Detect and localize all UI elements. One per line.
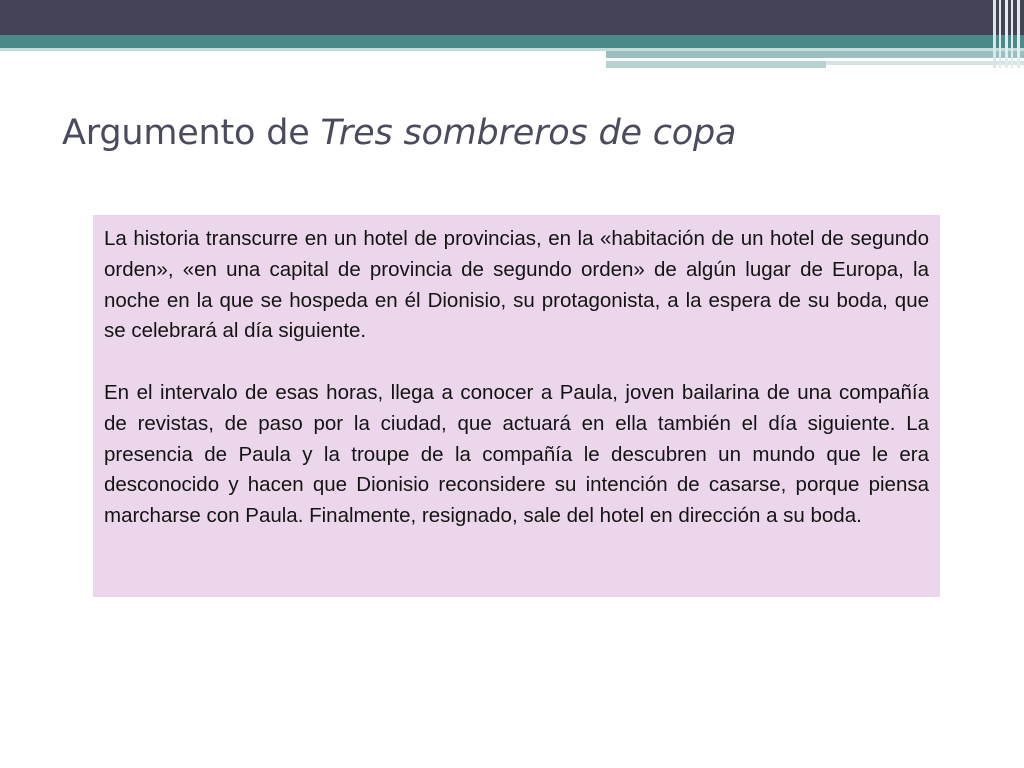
header-vertical-line <box>999 0 1001 68</box>
header-dark-bar <box>0 0 1024 35</box>
summary-paragraph-2: En el intervalo de esas horas, llega a conocer a Paula, joven bailarina de una compañía de revistas, de paso por la ciudad, que actuará en ella también el día siguiente. La presencia de Paula y la troupe de la compañía le descubren un mundo que le era desconocido y hacen que Dionisio reconsidere su intención de casarse, porque piensa marcharse con Paula. Finalmente, resignado, sale del hotel en dirección a su boda. <box>104 380 929 528</box>
slide-title <box>62 113 736 153</box>
slide-title-regular: Argumento de <box>62 113 321 153</box>
header-accent-step-lower <box>606 61 826 68</box>
slide-title-italic: Tres sombreros de copa <box>320 113 737 153</box>
header-vertical-line <box>1005 0 1008 68</box>
header-vertical-line <box>1011 0 1013 68</box>
plot-summary-box <box>93 215 940 597</box>
header-accent-step <box>606 51 1024 58</box>
header-vertical-line <box>1017 0 1020 68</box>
summary-paragraph-1: La historia transcurre en un hotel de provincias, en la «habitación de un hotel de segundo orden», «en una capital de provincia de segundo orden» de algún lugar de Europa, la noche en la que se hospeda en él Dionisio, su protagonista, a la espera de su boda, que se celebrará al día siguiente. <box>104 227 929 343</box>
header-vertical-line <box>993 0 996 68</box>
header-teal-bar <box>0 35 1024 48</box>
